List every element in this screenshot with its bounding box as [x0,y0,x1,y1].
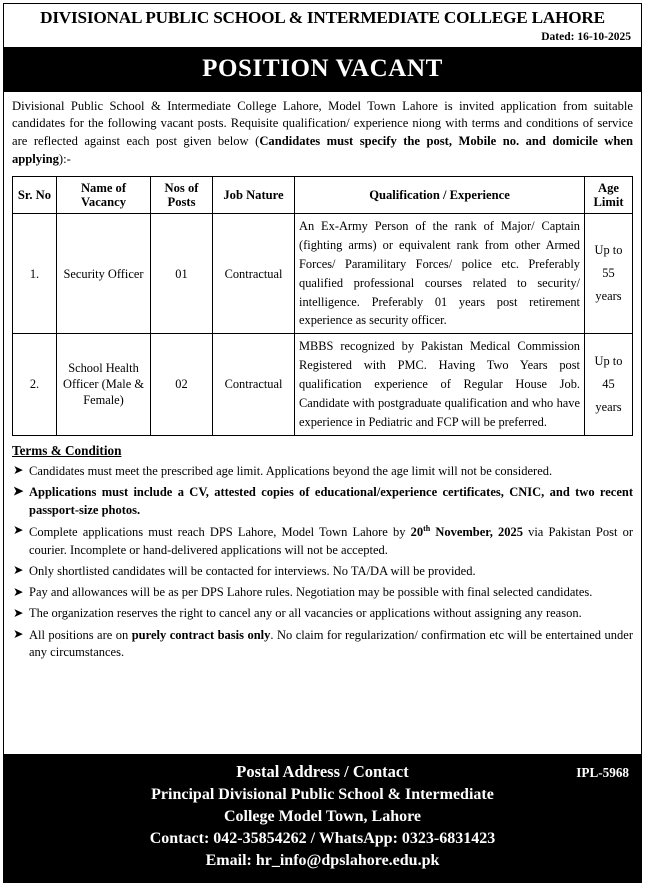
list-item [12,627,633,663]
term-text: Pay and allowances will be as per DPS Lahore rules. Negotiation may be possible with final selected candidates. [29,585,593,600]
term-text-pre: All positions are on [29,627,132,642]
intro-text-1: Divisional Public School & Intermediate College Lahore, Model Town Lahore is invited application from suitable candidates for the following vacant posts. Requisite qualification/ experience niong with terms and conditions of service are reflected against each post given below ( [12,98,633,149]
header-qualification-experience: Qualification / Experience [295,177,585,214]
term-text: The organization reserves the right to cancel any or all vacancies or applications without assigning any reason. [29,606,582,621]
body-content [4,92,641,755]
row-nos-posts: 01 [151,214,213,334]
header-nos-of-posts: Nos of Posts [151,177,213,214]
term-deadline-month-year: November, 2025 [430,524,523,539]
list-item [12,463,633,481]
table-row [13,334,633,435]
term-text-post: via Pakistan Post or courier. Incomplete or hand-delivered applications will not be accepted. [29,524,633,557]
arrow-bullet-icon: ➤ [13,584,24,599]
row-qualification: MBBS recognized by Pakistan Medical Commission Registered with PMC. Having Two Years post qualification experience of Regular House Job. Candidate with postgraduate qualification and who have experience in Pediatric and FCP will be preferred. [295,334,585,435]
vacancy-table [12,176,633,435]
header-name-of-vacancy: Name of Vacancy [57,177,151,214]
table-row [13,214,633,334]
list-item [12,584,633,602]
footer-address-line-1: Principal Divisional Public School & Intermediate [151,785,494,803]
list-item [12,523,633,560]
row-sr-no: 1. [13,214,57,334]
banner-title: POSITION VACANT [202,54,443,82]
footer-contact-numbers: Contact: 042-35854262 / WhatsApp: 0323-6831423 [149,829,496,847]
terms-heading: Terms & Condition [12,442,122,458]
list-item [12,605,633,623]
intro-text-2: ):- [58,152,71,167]
row-sr-no: 2. [13,334,57,435]
terms-list [12,463,633,666]
table-header-row [13,177,633,214]
list-item [12,563,633,581]
arrow-bullet-icon: ➤ [13,523,24,538]
page-frame [3,3,642,883]
row-qualification: An Ex-Army Person of the rank of Major/ Captain (fighting arms) or equivalent rank from other Armed Forces/ Paramilitary Forces/ police etc. Preferably qualified professional courses related to security/ intelligence. Preferably 01 years post retirement experience as security officer. [295,214,585,334]
row-job-nature: Contractual [213,334,295,435]
row-age-limit: Up to 55 years [585,214,633,334]
footer-address-line-2: College Model Town, Lahore [223,807,422,825]
row-vacancy-name: School Health Officer (Male & Female) [57,334,151,435]
organization-title: DIVISIONAL PUBLIC SCHOOL & INTERMEDIATE COLLEGE LAHORE [40,8,605,27]
header-section [4,4,641,48]
term-deadline-suffix: th [423,523,431,533]
arrow-bullet-icon: ➤ [13,563,24,578]
row-age-limit: Up to 45 years [585,334,633,435]
term-text-pre: Complete applications must reach DPS Lahore, Model Town Lahore by [29,524,411,539]
footer-title-row [14,761,631,783]
footer-contact-block [4,754,641,882]
row-vacancy-name: Security Officer [57,214,151,334]
list-item [12,484,633,520]
header-age-limit: Age Limit [585,177,633,214]
term-text: Only shortlisted candidates will be contacted for interviews. No TA/DA will be provided. [29,563,476,578]
ipl-reference-code: IPL-5968 [576,765,629,781]
term-text: Applications must include a CV, attested copies of educational/experience certificates, CNIC, and two recent passport-size photos. [29,484,633,517]
date-label: Dated: 16-10-2025 [541,31,631,44]
term-contract-emphasis: purely contract basis only [131,627,271,642]
postal-address-title: Postal Address / Contact [236,762,409,782]
row-nos-posts: 02 [151,334,213,435]
arrow-bullet-icon: ➤ [13,627,24,642]
intro-bold-text: Candidates must specify the post, Mobile no. and domicile when applying [12,134,634,167]
row-job-nature: Contractual [213,214,295,334]
position-vacant-banner [4,48,641,92]
header-job-nature: Job Nature [213,177,295,214]
arrow-bullet-icon: ➤ [13,605,24,620]
term-text: Candidates must meet the prescribed age limit. Applications beyond the age limit will not be considered. [29,463,553,478]
header-sr-no: Sr. No [13,177,57,214]
arrow-bullet-icon: ➤ [13,463,24,478]
term-deadline-day: 20 [410,524,424,539]
term-text-post: . No claim for regularization/ confirmation etc will be entertained under any circumstances. [29,627,633,660]
intro-paragraph [12,98,633,170]
footer-email: Email: hr_info@dpslahore.edu.pk [205,851,440,869]
arrow-bullet-icon: ➤ [13,484,24,499]
